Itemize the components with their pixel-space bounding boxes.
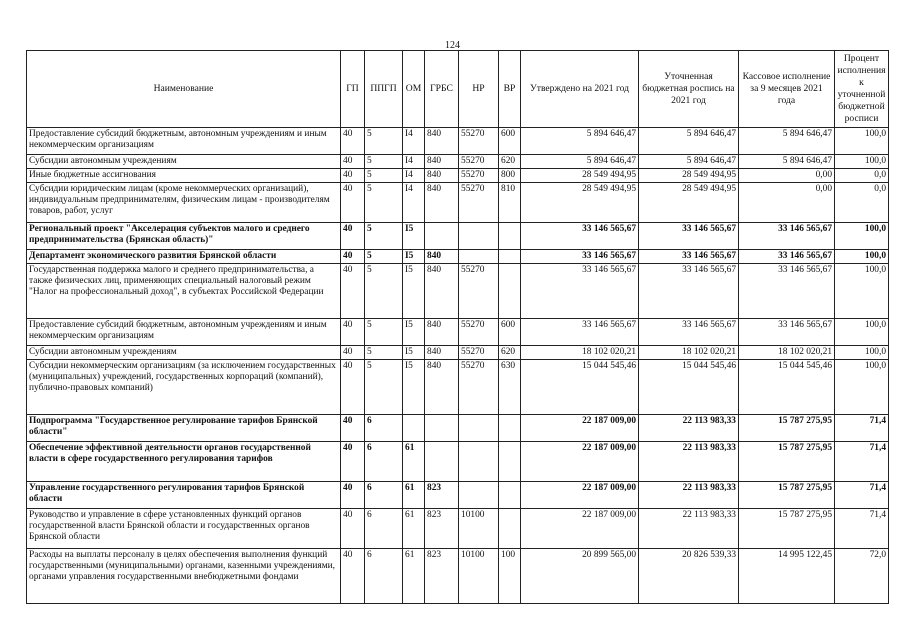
cell-percent: 71,4 <box>835 482 889 509</box>
cell-approved: 33 146 565,67 <box>521 250 639 264</box>
header-name: Наименование <box>27 51 341 128</box>
header-approved: Утверждено на 2021 год <box>521 51 639 128</box>
cell-cash: 15 787 275,95 <box>739 415 835 442</box>
cell-approved: 22 187 009,00 <box>521 509 639 549</box>
cell-cash: 33 146 565,67 <box>739 264 835 319</box>
cell-percent: 100,0 <box>835 264 889 319</box>
cell-gp: 40 <box>341 128 365 155</box>
cell-vr <box>499 482 521 509</box>
cell-np <box>459 250 499 264</box>
cell-percent: 0,0 <box>835 169 889 183</box>
cell-name: Предоставление субсидий бюджетным, автономным учреждениям и иным некоммерческим организациям <box>27 319 341 346</box>
header-refined: Уточненная бюджетная роспись на 2021 год <box>639 51 739 128</box>
cell-refined: 28 549 494,95 <box>639 169 739 183</box>
cell-gp: 40 <box>341 155 365 169</box>
cell-grbs: 840 <box>425 183 459 223</box>
cell-vr: 810 <box>499 183 521 223</box>
cell-ppgp: 5 <box>365 128 403 155</box>
cell-percent: 100,0 <box>835 250 889 264</box>
cell-np <box>459 223 499 250</box>
cell-np: 10100 <box>459 509 499 549</box>
cell-approved: 22 187 009,00 <box>521 415 639 442</box>
cell-om: I4 <box>403 155 425 169</box>
cell-vr: 630 <box>499 360 521 415</box>
cell-grbs: 823 <box>425 549 459 604</box>
header-np: НР <box>459 51 499 128</box>
cell-gp: 40 <box>341 415 365 442</box>
page-number: 124 <box>445 40 460 51</box>
cell-percent: 100,0 <box>835 223 889 250</box>
cell-approved: 20 899 565,00 <box>521 549 639 604</box>
table-row <box>27 128 889 155</box>
cell-om: I4 <box>403 128 425 155</box>
cell-approved: 33 146 565,67 <box>521 223 639 250</box>
header-percent: Процент исполнения к уточненной бюджетной росписи <box>835 51 889 128</box>
cell-refined: 22 113 983,33 <box>639 482 739 509</box>
cell-refined: 15 044 545,46 <box>639 360 739 415</box>
cell-gp: 40 <box>341 442 365 482</box>
cell-name: Подпрограмма "Государственное регулирование тарифов Брянской области" <box>27 415 341 442</box>
table-row <box>27 155 889 169</box>
cell-cash: 14 995 122,45 <box>739 549 835 604</box>
cell-vr <box>499 264 521 319</box>
cell-om: I4 <box>403 169 425 183</box>
cell-cash: 33 146 565,67 <box>739 250 835 264</box>
cell-ppgp: 6 <box>365 549 403 604</box>
cell-refined: 5 894 646,47 <box>639 155 739 169</box>
cell-vr: 620 <box>499 155 521 169</box>
cell-ppgp: 5 <box>365 183 403 223</box>
cell-grbs: 840 <box>425 319 459 346</box>
cell-gp: 40 <box>341 509 365 549</box>
cell-om: I5 <box>403 319 425 346</box>
cell-cash: 33 146 565,67 <box>739 319 835 346</box>
cell-percent: 71,4 <box>835 415 889 442</box>
cell-ppgp: 5 <box>365 169 403 183</box>
cell-vr: 100 <box>499 549 521 604</box>
cell-name: Управление государственного регулирования тарифов Брянской области <box>27 482 341 509</box>
header-gp: ГП <box>341 51 365 128</box>
cell-grbs: 823 <box>425 509 459 549</box>
table-row <box>27 346 889 360</box>
cell-approved: 33 146 565,67 <box>521 264 639 319</box>
cell-vr: 800 <box>499 169 521 183</box>
cell-cash: 0,00 <box>739 169 835 183</box>
cell-refined: 22 113 983,33 <box>639 442 739 482</box>
cell-name: Расходы на выплаты персоналу в целях обеспечения выполнения функций государственными (муниципальными) органами, казенными учреждениями, органами управления государственными внебюджетными фондами <box>27 549 341 604</box>
cell-cash: 33 146 565,67 <box>739 223 835 250</box>
cell-om: I5 <box>403 223 425 250</box>
cell-om: 61 <box>403 482 425 509</box>
cell-cash: 15 787 275,95 <box>739 482 835 509</box>
table-row <box>27 482 889 509</box>
cell-grbs: 840 <box>425 264 459 319</box>
cell-approved: 28 549 494,95 <box>521 183 639 223</box>
cell-approved: 33 146 565,67 <box>521 319 639 346</box>
cell-np <box>459 415 499 442</box>
cell-vr <box>499 415 521 442</box>
cell-vr <box>499 223 521 250</box>
table-row <box>27 509 889 549</box>
cell-vr <box>499 250 521 264</box>
cell-gp: 40 <box>341 223 365 250</box>
cell-refined: 5 894 646,47 <box>639 128 739 155</box>
cell-ppgp: 5 <box>365 155 403 169</box>
cell-gp: 40 <box>341 250 365 264</box>
cell-gp: 40 <box>341 346 365 360</box>
cell-gp: 40 <box>341 183 365 223</box>
cell-refined: 22 113 983,33 <box>639 415 739 442</box>
budget-execution-table <box>26 50 889 604</box>
header-cash: Кассовое исполнение за 9 месяцев 2021 года <box>739 51 835 128</box>
cell-percent: 0,0 <box>835 183 889 223</box>
cell-percent: 100,0 <box>835 319 889 346</box>
cell-grbs: 840 <box>425 169 459 183</box>
cell-grbs <box>425 223 459 250</box>
cell-percent: 100,0 <box>835 346 889 360</box>
cell-ppgp: 6 <box>365 442 403 482</box>
cell-grbs: 840 <box>425 360 459 415</box>
cell-refined: 22 113 983,33 <box>639 509 739 549</box>
cell-om <box>403 415 425 442</box>
cell-refined: 18 102 020,21 <box>639 346 739 360</box>
cell-np <box>459 442 499 482</box>
cell-approved: 5 894 646,47 <box>521 128 639 155</box>
table-row <box>27 415 889 442</box>
cell-grbs <box>425 415 459 442</box>
cell-percent: 72,0 <box>835 549 889 604</box>
table-row <box>27 183 889 223</box>
cell-refined: 33 146 565,67 <box>639 319 739 346</box>
cell-percent: 71,4 <box>835 442 889 482</box>
header-vr: ВР <box>499 51 521 128</box>
cell-refined: 20 826 539,33 <box>639 549 739 604</box>
cell-gp: 40 <box>341 482 365 509</box>
cell-np: 55270 <box>459 319 499 346</box>
cell-approved: 15 044 545,46 <box>521 360 639 415</box>
table-row <box>27 264 889 319</box>
cell-om: I5 <box>403 360 425 415</box>
cell-refined: 33 146 565,67 <box>639 250 739 264</box>
cell-grbs: 840 <box>425 250 459 264</box>
cell-percent: 71,4 <box>835 509 889 549</box>
cell-om: I4 <box>403 183 425 223</box>
header-grbs: ГРБС <box>425 51 459 128</box>
cell-name: Руководство и управление в сфере установленных функций органов государственной власти Брянской области и государственных органов Брянской области <box>27 509 341 549</box>
cell-om: 61 <box>403 549 425 604</box>
cell-name: Департамент экономического развития Брянской области <box>27 250 341 264</box>
cell-gp: 40 <box>341 264 365 319</box>
cell-cash: 18 102 020,21 <box>739 346 835 360</box>
cell-grbs: 823 <box>425 482 459 509</box>
table-row <box>27 169 889 183</box>
cell-gp: 40 <box>341 169 365 183</box>
table-row <box>27 250 889 264</box>
cell-name: Субсидии юридическим лицам (кроме некоммерческих организаций), индивидуальным предпринимателям, физическим лицам - производителям товаров, работ, услуг <box>27 183 341 223</box>
cell-percent: 100,0 <box>835 128 889 155</box>
cell-name: Предоставление субсидий бюджетным, автономным учреждениям и иным некоммерческим организациям <box>27 128 341 155</box>
cell-ppgp: 5 <box>365 319 403 346</box>
cell-refined: 28 549 494,95 <box>639 183 739 223</box>
cell-np: 55270 <box>459 346 499 360</box>
cell-np: 55270 <box>459 155 499 169</box>
cell-approved: 5 894 646,47 <box>521 155 639 169</box>
cell-percent: 100,0 <box>835 360 889 415</box>
budget-table-container <box>26 50 888 604</box>
cell-ppgp: 6 <box>365 482 403 509</box>
cell-vr: 600 <box>499 319 521 346</box>
cell-vr <box>499 509 521 549</box>
cell-om: 61 <box>403 509 425 549</box>
cell-cash: 15 044 545,46 <box>739 360 835 415</box>
cell-name: Субсидии автономным учреждениям <box>27 346 341 360</box>
cell-ppgp: 5 <box>365 360 403 415</box>
cell-grbs: 840 <box>425 128 459 155</box>
cell-cash: 15 787 275,95 <box>739 442 835 482</box>
header-om: ОМ <box>403 51 425 128</box>
cell-np: 55270 <box>459 264 499 319</box>
cell-np: 55270 <box>459 169 499 183</box>
cell-np <box>459 482 499 509</box>
cell-refined: 33 146 565,67 <box>639 264 739 319</box>
cell-np: 55270 <box>459 183 499 223</box>
cell-ppgp: 5 <box>365 223 403 250</box>
cell-cash: 5 894 646,47 <box>739 128 835 155</box>
cell-vr <box>499 442 521 482</box>
cell-approved: 18 102 020,21 <box>521 346 639 360</box>
cell-grbs: 840 <box>425 346 459 360</box>
table-row <box>27 319 889 346</box>
cell-ppgp: 5 <box>365 264 403 319</box>
cell-cash: 15 787 275,95 <box>739 509 835 549</box>
cell-name: Региональный проект "Акселерация субъектов малого и среднего предпринимательства (Брянская область)" <box>27 223 341 250</box>
cell-np: 10100 <box>459 549 499 604</box>
cell-np: 55270 <box>459 128 499 155</box>
cell-grbs: 840 <box>425 155 459 169</box>
cell-ppgp: 6 <box>365 509 403 549</box>
cell-name: Обеспечение эффективной деятельности органов государственной власти в сфере государственного регулирования тарифов <box>27 442 341 482</box>
cell-cash: 0,00 <box>739 183 835 223</box>
cell-ppgp: 5 <box>365 250 403 264</box>
table-row <box>27 360 889 415</box>
cell-percent: 100,0 <box>835 155 889 169</box>
cell-name: Субсидии автономным учреждениям <box>27 155 341 169</box>
cell-cash: 5 894 646,47 <box>739 155 835 169</box>
cell-name: Государственная поддержка малого и среднего предпринимательства, а также физических лиц, применяющих специальный налоговый режим "Налог на профессиональный доход", в субъектах Российской Федерации <box>27 264 341 319</box>
cell-approved: 22 187 009,00 <box>521 482 639 509</box>
cell-gp: 40 <box>341 319 365 346</box>
cell-vr: 620 <box>499 346 521 360</box>
header-ppgp: ППГП <box>365 51 403 128</box>
cell-om: I5 <box>403 346 425 360</box>
cell-refined: 33 146 565,67 <box>639 223 739 250</box>
cell-ppgp: 6 <box>365 415 403 442</box>
cell-gp: 40 <box>341 549 365 604</box>
cell-grbs <box>425 442 459 482</box>
cell-gp: 40 <box>341 360 365 415</box>
table-row <box>27 549 889 604</box>
cell-ppgp: 5 <box>365 346 403 360</box>
cell-om: I5 <box>403 250 425 264</box>
cell-name: Иные бюджетные ассигнования <box>27 169 341 183</box>
cell-om: I5 <box>403 264 425 319</box>
cell-approved: 28 549 494,95 <box>521 169 639 183</box>
table-row <box>27 442 889 482</box>
cell-approved: 22 187 009,00 <box>521 442 639 482</box>
cell-np: 55270 <box>459 360 499 415</box>
cell-om: 61 <box>403 442 425 482</box>
table-header-row <box>27 51 889 128</box>
table-row <box>27 223 889 250</box>
cell-vr: 600 <box>499 128 521 155</box>
cell-name: Субсидии некоммерческим организациям (за исключением государственных (муниципальных) учреждений, государственных корпораций (компаний), публично-правовых компаний) <box>27 360 341 415</box>
